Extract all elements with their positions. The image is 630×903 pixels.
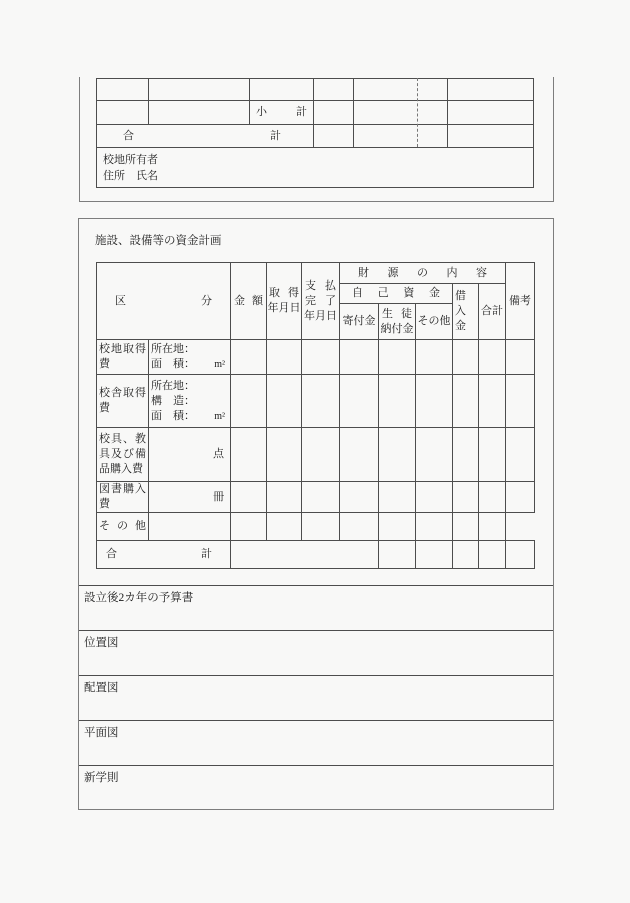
- empty-cell: [416, 482, 453, 513]
- header-line: 年月日: [304, 309, 337, 322]
- header-line: 取得: [269, 287, 299, 299]
- empty-cell: [302, 482, 340, 513]
- empty-cell: [506, 482, 535, 513]
- attachment-row-location-map: [79, 630, 553, 675]
- empty-cell: [149, 101, 250, 125]
- col-header-amount: 金額: [231, 263, 267, 340]
- row-label: 校地取得費: [97, 340, 149, 375]
- empty-cell: [340, 428, 379, 482]
- col-header-payment-date: [302, 263, 340, 340]
- land-owner-label: 校地所有者: [103, 153, 158, 166]
- row-other: [97, 513, 535, 541]
- row-books-purchase: [97, 482, 535, 513]
- empty-cell: [354, 79, 448, 101]
- header-line: 納付金: [380, 322, 414, 335]
- subtotal-row: [97, 101, 534, 125]
- square-meter-unit: m²: [214, 410, 225, 422]
- header-line: 年月日: [267, 302, 301, 314]
- attachment-label: 設立後2カ年の予算書: [84, 592, 194, 604]
- col-header-total: 合計: [479, 284, 506, 340]
- empty-cell: [453, 340, 479, 375]
- detail-line: 構 造：: [151, 394, 195, 407]
- row-label: 校舎取得費: [97, 375, 149, 428]
- empty-cell: [416, 513, 453, 541]
- books-count-cell: [149, 482, 231, 513]
- empty-cell: [267, 513, 302, 541]
- header-line: 生徒: [382, 307, 412, 320]
- empty-cell: [314, 79, 354, 101]
- detail-line: 所在地：: [151, 343, 195, 355]
- col-header-other-funds: その他: [416, 304, 453, 340]
- empty-cell: [314, 125, 354, 148]
- row-label: 校具、教具及び備品購入費: [97, 428, 149, 482]
- attachment-label: 平面図: [84, 727, 119, 739]
- land-details-cell: [149, 340, 231, 375]
- attachment-label: 新学則: [84, 772, 119, 784]
- attachment-row-floor-plan: [79, 720, 553, 765]
- empty-cell: [479, 375, 506, 428]
- empty-cell: [340, 513, 379, 541]
- empty-cell: [448, 125, 534, 148]
- row-building-acquisition: [97, 375, 535, 428]
- empty-cell: [379, 541, 416, 569]
- table-row: [97, 79, 534, 101]
- row-label: 図書購入費: [97, 482, 149, 513]
- col-header-loan: 借入金: [453, 284, 479, 340]
- empty-cell: [453, 541, 479, 569]
- header-own-funds: 自己資金: [340, 284, 453, 304]
- equipment-count-cell: [149, 428, 231, 482]
- empty-cell: [453, 513, 479, 541]
- empty-cell: [231, 375, 267, 428]
- header-line: 支払: [305, 279, 336, 292]
- row-equipment-purchase: [97, 428, 535, 482]
- empty-cell: [479, 513, 506, 541]
- detail-line: 所在地：: [151, 379, 195, 392]
- land-owner-row: [97, 148, 534, 188]
- empty-cell: [340, 340, 379, 375]
- empty-cell: [479, 428, 506, 482]
- empty-cell: [453, 482, 479, 513]
- empty-cell: [448, 101, 534, 125]
- col-header-donations: 寄付金: [340, 304, 379, 340]
- building-details-cell: [149, 375, 231, 428]
- grand-total-label: 合計: [97, 541, 231, 569]
- empty-cell: [267, 340, 302, 375]
- empty-cell: [97, 79, 149, 101]
- empty-cell: [379, 428, 416, 482]
- col-header-student-fees: [379, 304, 416, 340]
- empty-cell: [506, 428, 535, 482]
- attachment-label: 位置図: [84, 637, 119, 649]
- empty-cell: [97, 101, 149, 125]
- count-unit: 冊: [213, 490, 224, 503]
- detail-line: 面 積：: [151, 409, 195, 422]
- empty-cell: [453, 375, 479, 428]
- empty-cell: [379, 513, 416, 541]
- empty-cell: [231, 428, 267, 482]
- empty-cell: [314, 101, 354, 125]
- empty-cell: [479, 482, 506, 513]
- empty-cell: [416, 428, 453, 482]
- empty-cell: [379, 375, 416, 428]
- land-table-continuation: [96, 78, 534, 188]
- empty-cell: [231, 340, 267, 375]
- merged-empty-cell: [231, 541, 379, 569]
- header-line: 完了: [305, 294, 336, 307]
- dashed-column-divider: [417, 78, 418, 147]
- empty-cell: [149, 513, 231, 541]
- header-funding-sources: 財源の内容: [340, 263, 506, 284]
- empty-cell: [302, 428, 340, 482]
- empty-cell: [379, 340, 416, 375]
- subtotal-label: 小計: [250, 101, 314, 125]
- empty-cell: [267, 428, 302, 482]
- empty-cell: [302, 375, 340, 428]
- row-label: その他: [97, 513, 149, 541]
- empty-cell: [479, 541, 506, 569]
- empty-cell: [250, 79, 314, 101]
- empty-cell: [479, 340, 506, 375]
- empty-cell: [506, 340, 535, 375]
- empty-cell: [267, 482, 302, 513]
- empty-cell: [416, 541, 453, 569]
- empty-cell: [506, 375, 535, 428]
- empty-cell: [340, 482, 379, 513]
- col-header-category: 区分: [97, 263, 231, 340]
- empty-cell: [302, 513, 340, 541]
- empty-cell: [448, 79, 534, 101]
- row-grand-total: [97, 541, 535, 569]
- empty-cell: [231, 513, 267, 541]
- empty-cell: [149, 79, 250, 101]
- col-header-remarks: 備考: [506, 263, 535, 340]
- previous-table-continuation: [79, 77, 554, 202]
- empty-cell: [416, 375, 453, 428]
- col-header-acquisition-date: [267, 263, 302, 340]
- owner-address-name-label: 住所 氏名: [103, 169, 158, 182]
- empty-cell: [340, 375, 379, 428]
- empty-cell: [267, 375, 302, 428]
- attachment-row-budget: [79, 585, 553, 630]
- funding-plan-table: [96, 262, 535, 569]
- facilities-funding-section: [78, 218, 554, 810]
- empty-cell: [302, 340, 340, 375]
- row-land-acquisition: [97, 340, 535, 375]
- count-unit: 点: [213, 448, 224, 460]
- detail-line: 面 積：: [151, 358, 195, 370]
- land-owner-cell: [97, 148, 534, 188]
- attachment-label: 配置図: [84, 682, 119, 694]
- square-meter-unit: m²: [214, 359, 225, 370]
- empty-cell: [506, 541, 535, 569]
- attachment-row-school-regulations: [79, 765, 553, 807]
- empty-cell: [231, 482, 267, 513]
- attachment-row-layout-map: [79, 675, 553, 720]
- header-row-1: [97, 263, 535, 284]
- empty-cell: [354, 125, 448, 148]
- empty-cell: [416, 340, 453, 375]
- empty-cell: [379, 482, 416, 513]
- empty-cell: [453, 428, 479, 482]
- total-row: [97, 125, 534, 148]
- empty-cell: [354, 101, 448, 125]
- funding-plan-title: 施設、設備等の資金計画: [95, 235, 222, 247]
- total-label: 合計: [97, 125, 314, 148]
